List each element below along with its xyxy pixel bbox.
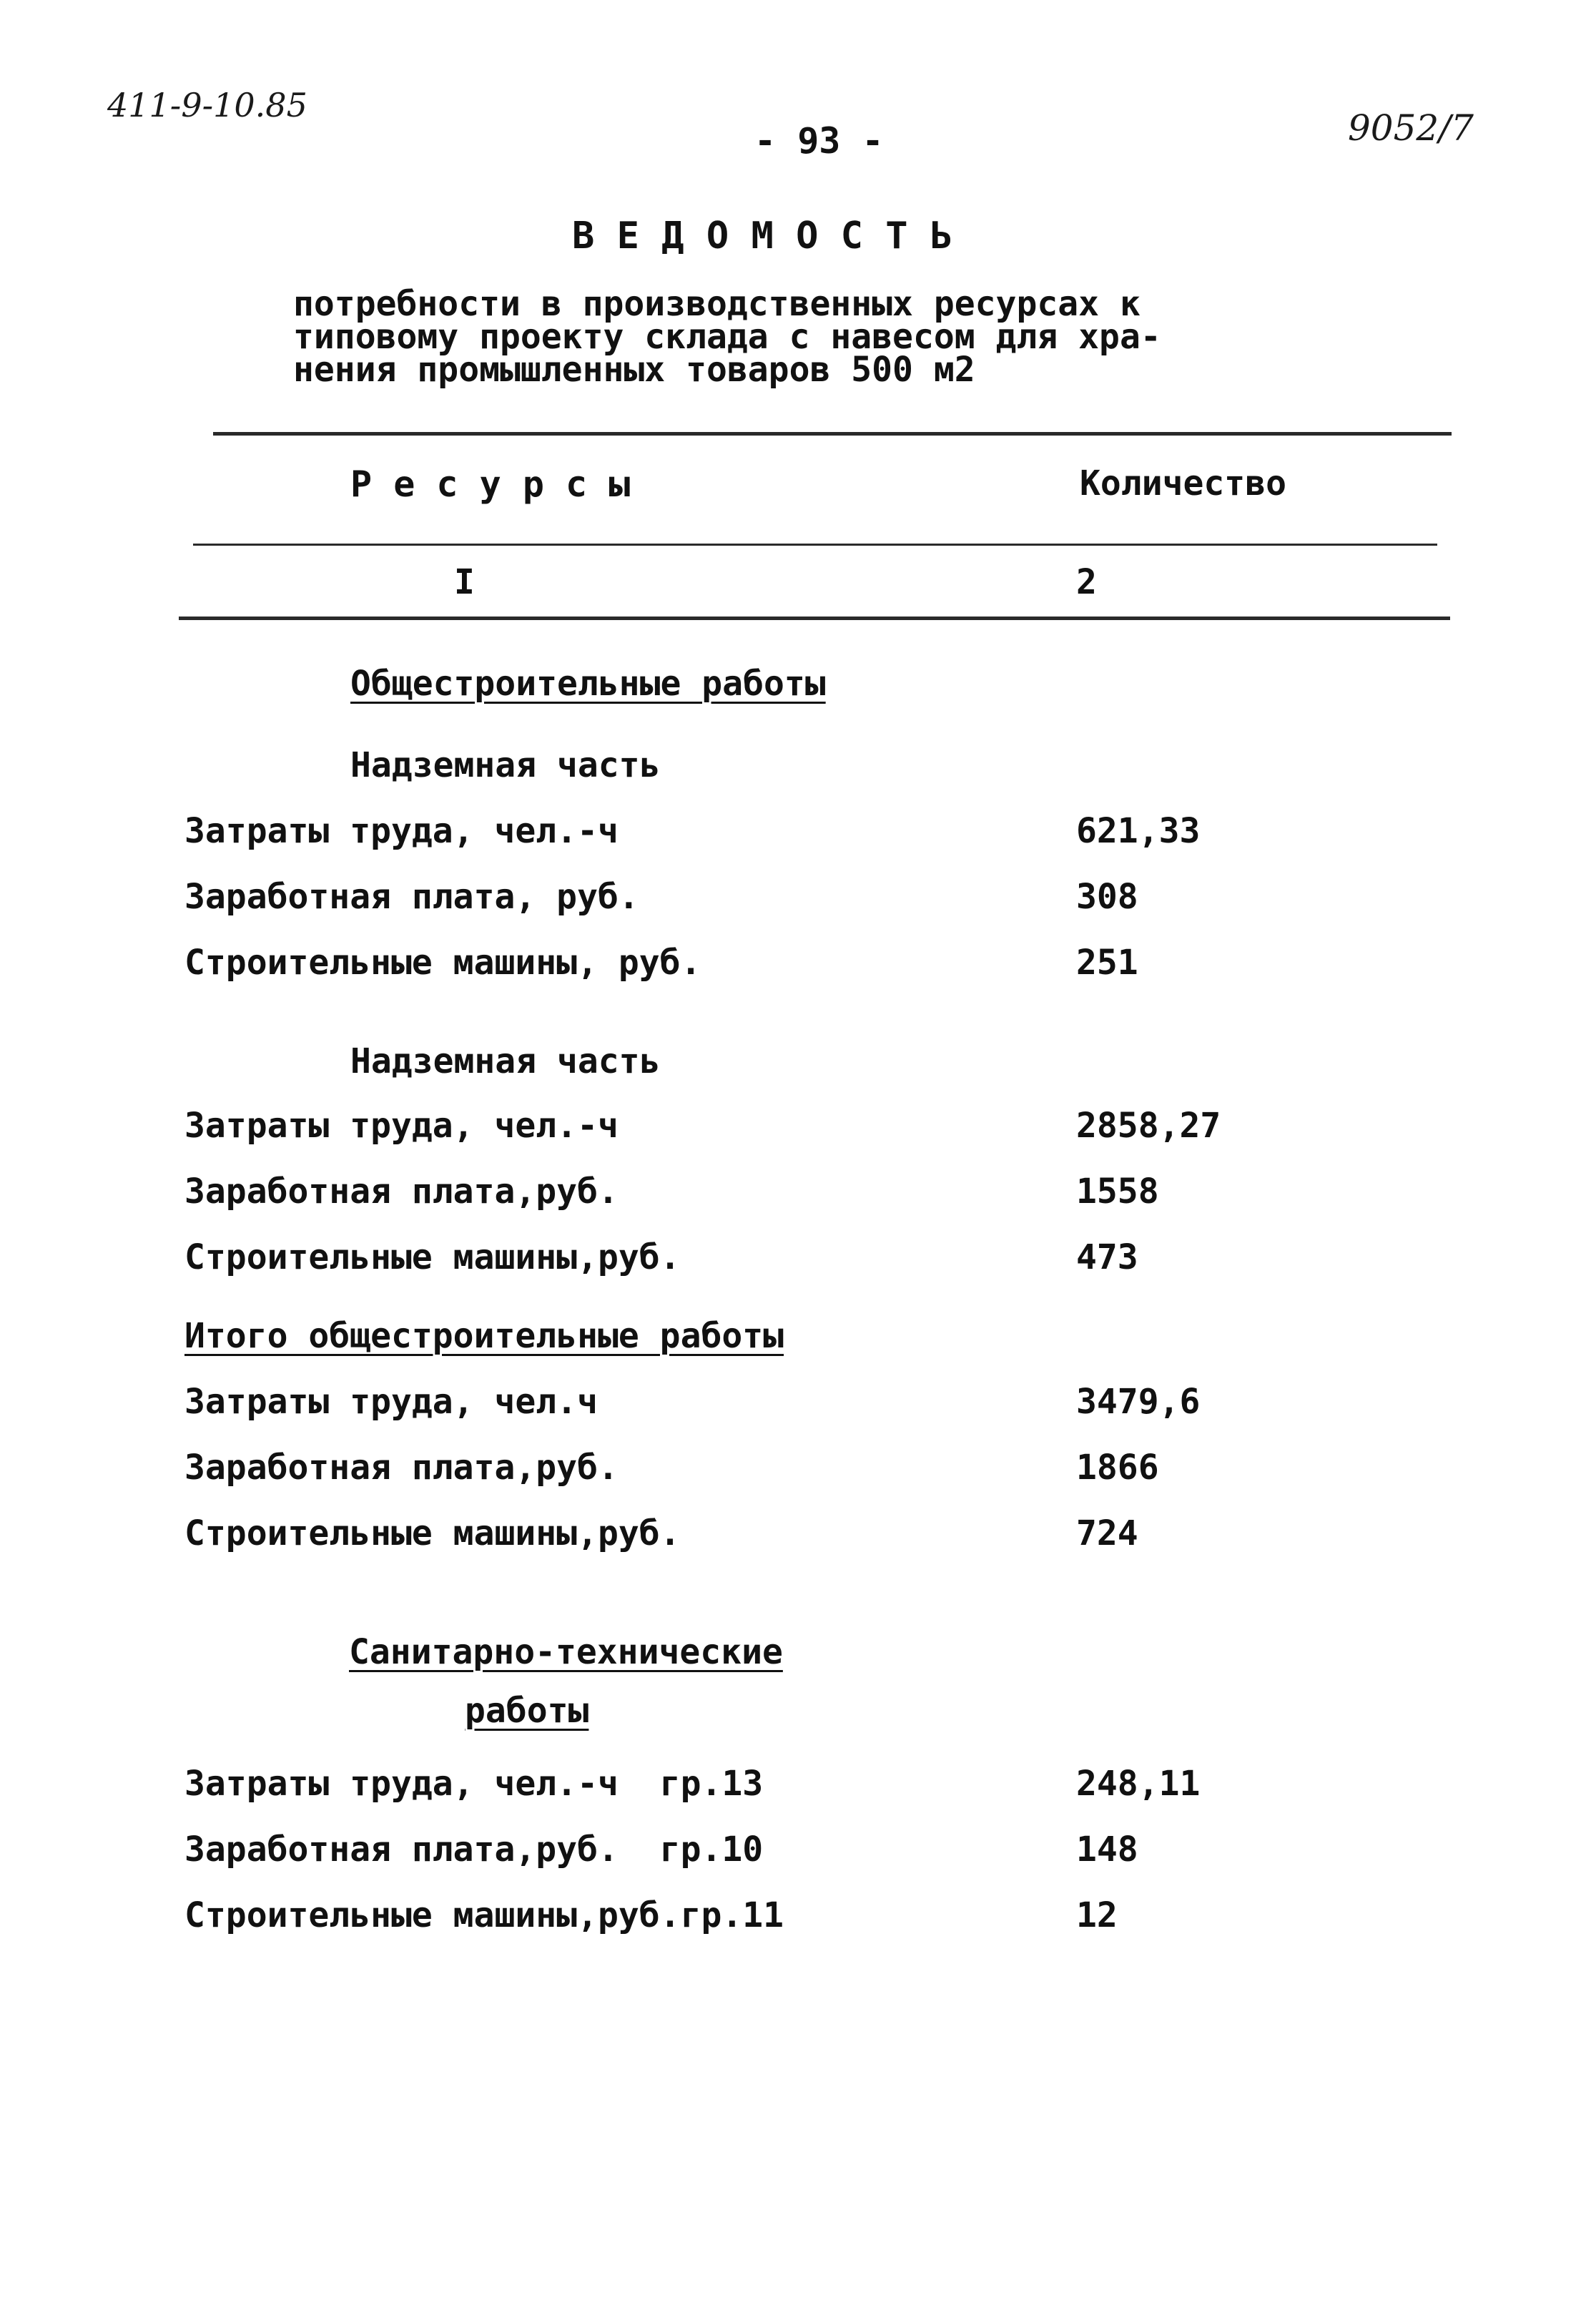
document-title: В Е Д О М О С Т Ь <box>572 215 953 257</box>
inventory-mark: 9052/7 <box>1348 107 1474 149</box>
subsection-heading: Надземная часть <box>350 1041 661 1081</box>
row-value: 473 <box>1076 1237 1138 1277</box>
subsection-heading: Надземная часть <box>350 745 661 785</box>
table-top-rule <box>213 432 1452 436</box>
row-value: 148 <box>1076 1830 1138 1870</box>
section-heading-sanitary: Санитарно-технические <box>349 1632 783 1672</box>
row-value: 251 <box>1076 943 1138 983</box>
document-code: 411-9-10.85 <box>107 86 307 124</box>
subtitle-line: потребности в производственных ресурсах к <box>293 284 1141 324</box>
column-header-quantity: Количество <box>1080 463 1286 504</box>
page-number: - 93 - <box>754 120 884 162</box>
table-header-rule <box>193 544 1437 546</box>
row-label: Заработная плата,руб. <box>184 1172 619 1212</box>
row-label: Строительные машины,руб. <box>184 1513 681 1553</box>
row-value: 621,33 <box>1076 811 1201 851</box>
row-value: 724 <box>1076 1513 1138 1553</box>
row-label: Заработная плата,руб. <box>184 1448 619 1488</box>
row-label: Строительные машины, руб. <box>184 943 701 983</box>
row-label: Строительные машины,руб. <box>184 1237 681 1277</box>
table-numbers-rule <box>179 617 1450 620</box>
row-label: Затраты труда, чел.-ч <box>184 1106 619 1146</box>
row-label: Затраты труда, чел.-ч гр.13 <box>184 1764 764 1804</box>
subtitle-line: типовому проекту склада с навесом для хра- <box>293 317 1161 357</box>
row-value: 3479,6 <box>1076 1382 1201 1422</box>
section-heading-general: Общестроительные работы <box>350 664 826 704</box>
section-heading-sanitary-cont: работы <box>465 1691 589 1731</box>
column-number-1: I <box>454 562 475 602</box>
total-heading: Итого общестроительные работы <box>184 1316 784 1356</box>
row-label: Затраты труда, чел.-ч <box>184 811 619 851</box>
row-label: Заработная плата, руб. <box>184 877 639 917</box>
row-value: 2858,27 <box>1076 1106 1221 1146</box>
subtitle-line: нения промышленных товаров 500 м2 <box>293 350 975 390</box>
column-header-resources: Р е с у р с ы <box>350 463 631 505</box>
row-value: 1558 <box>1076 1172 1159 1212</box>
row-label: Затраты труда, чел.ч <box>184 1382 598 1422</box>
row-value: 1866 <box>1076 1448 1159 1488</box>
row-label: Заработная плата,руб. гр.10 <box>184 1830 764 1870</box>
row-value: 12 <box>1076 1895 1118 1935</box>
row-label: Строительные машины,руб.гр.11 <box>184 1895 784 1935</box>
column-number-2: 2 <box>1076 562 1097 602</box>
row-value: 308 <box>1076 877 1138 917</box>
document-subtitle <box>293 284 1161 390</box>
row-value: 248,11 <box>1076 1764 1201 1804</box>
